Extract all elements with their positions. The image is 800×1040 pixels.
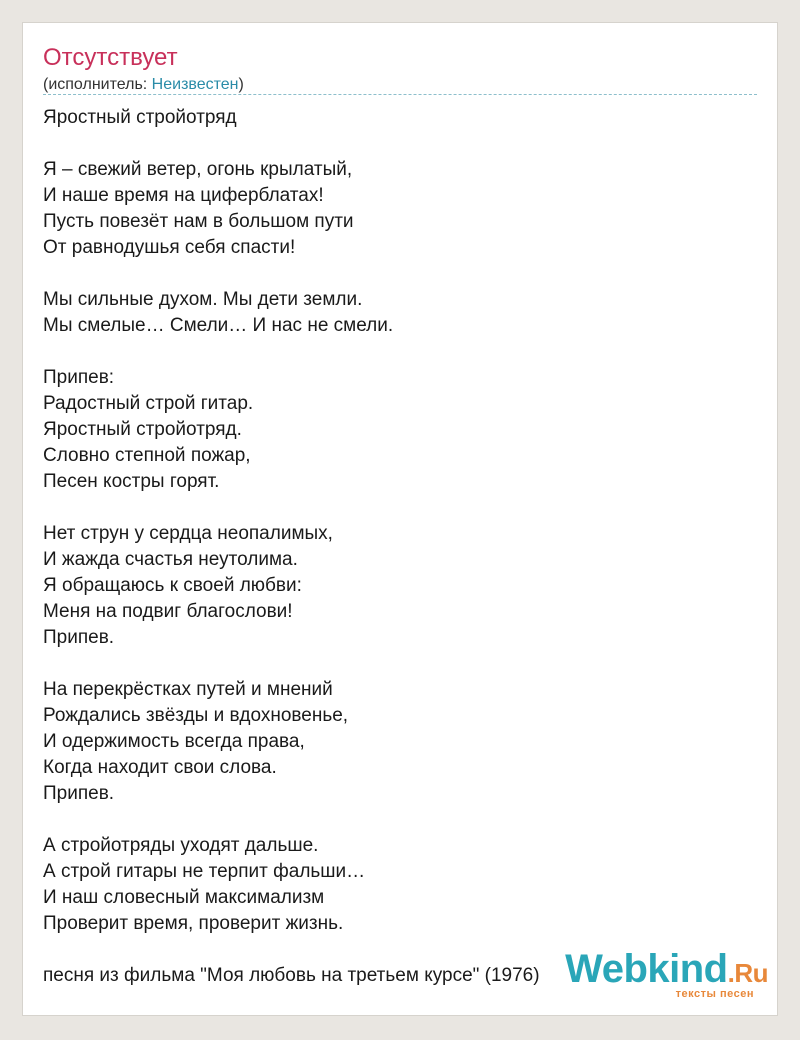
artist-suffix: ) [238,76,244,93]
lyrics-text [43,105,540,989]
lyrics-blank-line [43,261,540,287]
lyrics-line: И одержимость всегда права, [43,731,305,752]
lyrics-line: И жажда счастья неутолима. [43,549,298,570]
lyrics-line: А строй гитары не терпит фальши… [43,861,366,882]
lyrics-line: Проверит время, проверит жизнь. [43,913,344,934]
lyrics-line: От равнодушья себя спасти! [43,237,296,258]
lyrics-blank-line [43,131,540,157]
lyrics-line: Мы смелые… Смели… И нас не смели. [43,315,394,336]
artist-line [43,75,244,95]
lyrics-blank-line [43,495,540,521]
lyrics-blank-line [43,339,540,365]
lyrics-line: На перекрёстках путей и мнений [43,679,333,700]
artist-prefix: (исполнитель: [43,76,152,93]
lyrics-line: Я обращаюсь к своей любви: [43,575,302,596]
lyrics-line: Припев. [43,783,115,804]
lyrics-line: Пусть повезёт нам в большом пути [43,211,354,232]
lyrics-blank-line [43,937,540,963]
site-logo[interactable] [565,948,768,1000]
lyrics-line: Нет струн у сердца неопалимых, [43,523,333,544]
lyrics-card [22,22,778,1016]
lyrics-line: Словно степной пожар, [43,445,251,466]
logo-tagline: тексты песен [675,988,754,1000]
lyrics-line: Рождались звёзды и вдохновенье, [43,705,349,726]
logo-name: Webkind [565,947,728,991]
lyrics-line: Мы сильные духом. Мы дети земли. [43,289,363,310]
lyrics-line: Яростный стройотряд [43,107,237,128]
lyrics-blank-line [43,807,540,833]
lyrics-line: И наше время на циферблатах! [43,185,324,206]
lyrics-line: А стройотряды уходят дальше. [43,835,319,856]
lyrics-line: Меня на подвиг благослови! [43,601,293,622]
artist-link[interactable]: Неизвестен [151,76,239,93]
lyrics-line: Припев: [43,367,115,388]
lyrics-line: песня из фильма "Моя любовь на третьем курсе" (1976) [43,965,540,986]
lyrics-line: Яростный стройотряд. [43,419,242,440]
lyrics-line: Песен костры горят. [43,471,220,492]
lyrics-line: Я – свежий ветер, огонь крылатый, [43,159,353,180]
lyrics-line: Припев. [43,627,115,648]
divider [43,94,757,95]
song-title: Отсутствует [43,44,178,71]
lyrics-line: Радостный строй гитар. [43,393,254,414]
lyrics-blank-line [43,651,540,677]
lyrics-line: Когда находит свои слова. [43,757,277,778]
logo-tld: .Ru [727,958,768,988]
lyrics-line: И наш словесный максимализм [43,887,325,908]
